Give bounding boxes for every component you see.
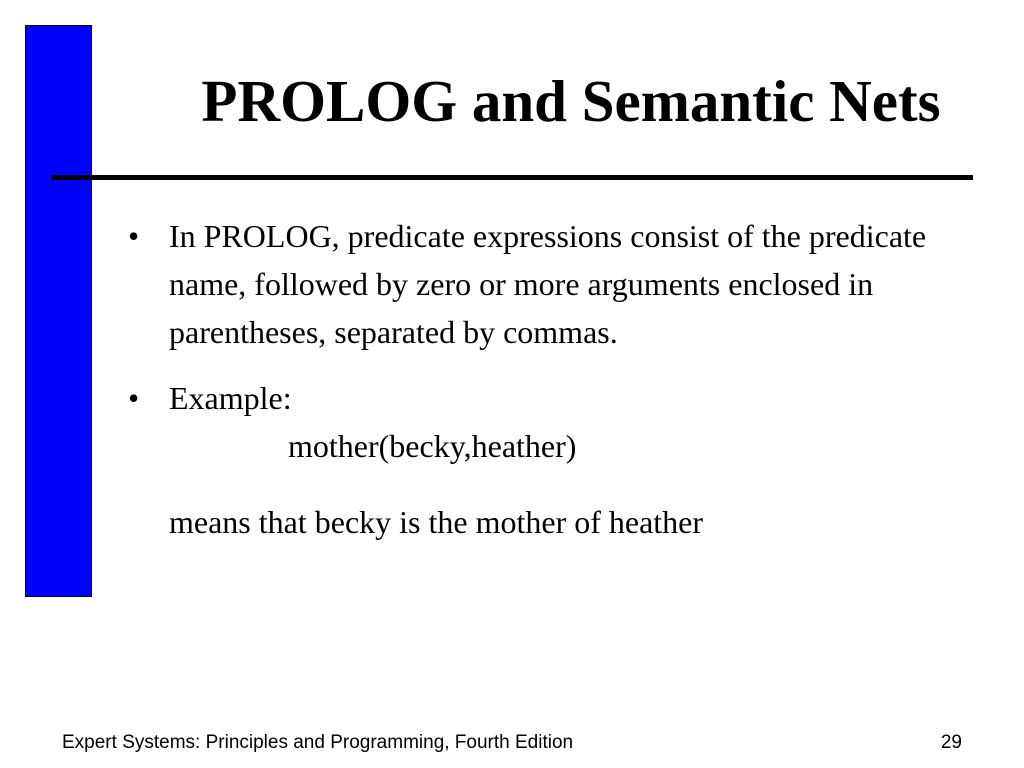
slide-content (128, 212, 968, 578)
slide-title: PROLOG and Semantic Nets (201, 68, 941, 134)
bullet-marker: • (128, 380, 140, 416)
bullet-item (128, 212, 968, 356)
footer-page-number: 29 (940, 732, 962, 753)
example-meaning: means that becky is the mother of heather (169, 504, 704, 540)
bullet-text: Example: (169, 380, 292, 416)
bullet-text: In PROLOG, predicate expressions consist of the predicate name, followed by zero or more arguments enclosed in parentheses, separated by commas. (169, 218, 927, 350)
bullet-marker: • (128, 218, 140, 254)
bullet-item (128, 374, 968, 422)
accent-bar (25, 25, 92, 597)
title-divider (51, 175, 973, 180)
example-code: mother(becky,heather) (288, 428, 577, 464)
footer-book-title: Expert Systems: Principles and Programming, Fourth Edition (62, 732, 574, 753)
